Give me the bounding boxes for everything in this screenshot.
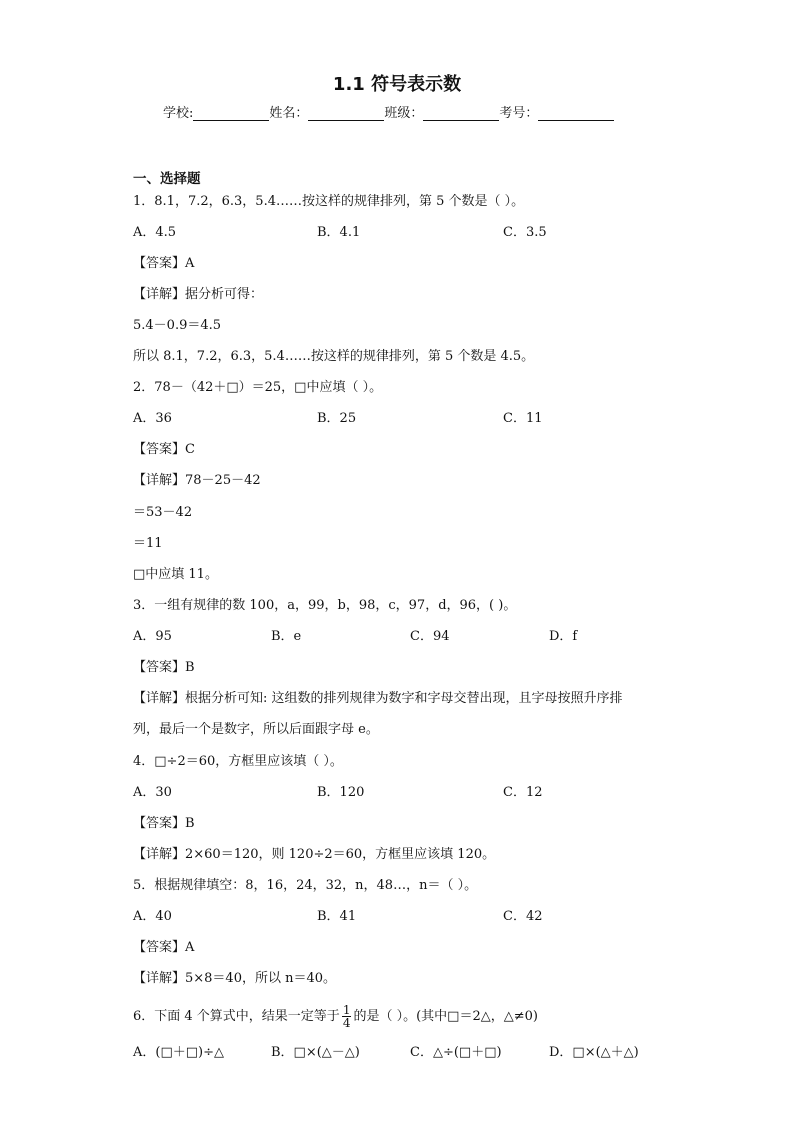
option-b[interactable]: B．41 (317, 909, 357, 924)
detail-line: □中应填 11。 (133, 567, 218, 582)
detail-line: 列，最后一个是数字，所以后面跟字母 e。 (133, 722, 379, 737)
exam-no-label: 考号： (499, 106, 539, 121)
option-b[interactable]: B．□×(△－△) (271, 1045, 360, 1060)
option-a[interactable]: A．95 (133, 629, 172, 644)
option-c[interactable]: C．12 (503, 785, 543, 800)
option-c[interactable]: C．3.5 (503, 225, 547, 240)
option-c[interactable]: C．△÷(□＋□) (410, 1045, 502, 1060)
detail-line: 【详解】根据分析可知: 这组数的排列规律为数字和字母交替出现，且字母按照升序排 (133, 691, 623, 706)
fraction (342, 1004, 352, 1029)
option-b[interactable]: B．4.1 (317, 225, 361, 240)
fraction-denominator: 4 (342, 1016, 351, 1030)
school-label: 学校: (163, 106, 194, 121)
detail-line: ＝53－42 (133, 505, 193, 520)
option-c[interactable]: C．42 (503, 909, 543, 924)
answer-line: 【答案】B (133, 660, 195, 675)
detail-line: ＝11 (133, 536, 163, 551)
detail-line: 所以 8.1，7.2，6.3，5.4……按这样的规律排列，第 5 个数是 4.5。 (133, 349, 535, 364)
detail-line: 【详解】据分析可得： (133, 287, 264, 302)
detail-line: 【详解】2×60＝120，则 120÷2＝60，方框里应该填 120。 (133, 847, 496, 862)
section-title: 一、选择题 (133, 171, 201, 187)
option-a[interactable]: A．4.5 (133, 225, 177, 240)
question-stem-end: 的是（ ）。(其中□＝2△，△≠0) (353, 1009, 538, 1024)
option-c[interactable]: C．11 (503, 411, 543, 426)
answer-line: 【答案】C (133, 442, 195, 457)
question-stem (133, 1004, 538, 1029)
option-c[interactable]: C．94 (410, 629, 450, 644)
name-blank[interactable] (308, 106, 384, 121)
detail-line: 5.4－0.9＝4.5 (133, 318, 222, 333)
question-stem: 2．78－（42＋□）＝25，□中应填（ ）。 (133, 380, 383, 395)
detail-line: 【详解】5×8＝40，所以 n＝40。 (133, 971, 337, 986)
name-label: 姓名： (269, 106, 309, 121)
answer-line: 【答案】A (133, 256, 195, 271)
fraction-numerator: 1 (342, 1003, 351, 1017)
question-stem: 4．□÷2＝60，方框里应该填（ ）。 (133, 754, 343, 769)
class-label: 班级： (384, 106, 424, 121)
option-b[interactable]: B．e (271, 629, 302, 644)
question-stem: 5．根据规律填空：8，16，24，32，n，48…，n＝（ ）。 (133, 878, 478, 893)
class-blank[interactable] (423, 106, 499, 121)
option-a[interactable]: A．30 (133, 785, 172, 800)
page-title: 1.1 符号表示数 (332, 74, 462, 95)
answer-line: 【答案】A (133, 940, 195, 955)
option-a[interactable]: A．(□＋□)÷△ (133, 1045, 224, 1060)
option-d[interactable]: D．f (549, 629, 578, 644)
option-d[interactable]: D．□×(△＋△) (549, 1045, 639, 1060)
option-b[interactable]: B．120 (317, 785, 365, 800)
answer-line: 【答案】B (133, 816, 195, 831)
question-stem-start: 6．下面 4 个算式中，结果一定等于 (133, 1009, 340, 1024)
detail-line: 【详解】78－25－42 (133, 473, 261, 488)
school-blank[interactable] (193, 106, 269, 121)
option-a[interactable]: A．40 (133, 909, 172, 924)
question-stem: 1．8.1，7.2，6.3，5.4……按这样的规律排列，第 5 个数是（ ）。 (133, 194, 525, 209)
student-info-row (163, 102, 614, 121)
option-a[interactable]: A．36 (133, 411, 172, 426)
option-b[interactable]: B．25 (317, 411, 357, 426)
question-stem: 3．一组有规律的数 100，a，99，b，98，c，97，d，96，( )。 (133, 598, 517, 613)
exam-no-blank[interactable] (538, 106, 614, 121)
